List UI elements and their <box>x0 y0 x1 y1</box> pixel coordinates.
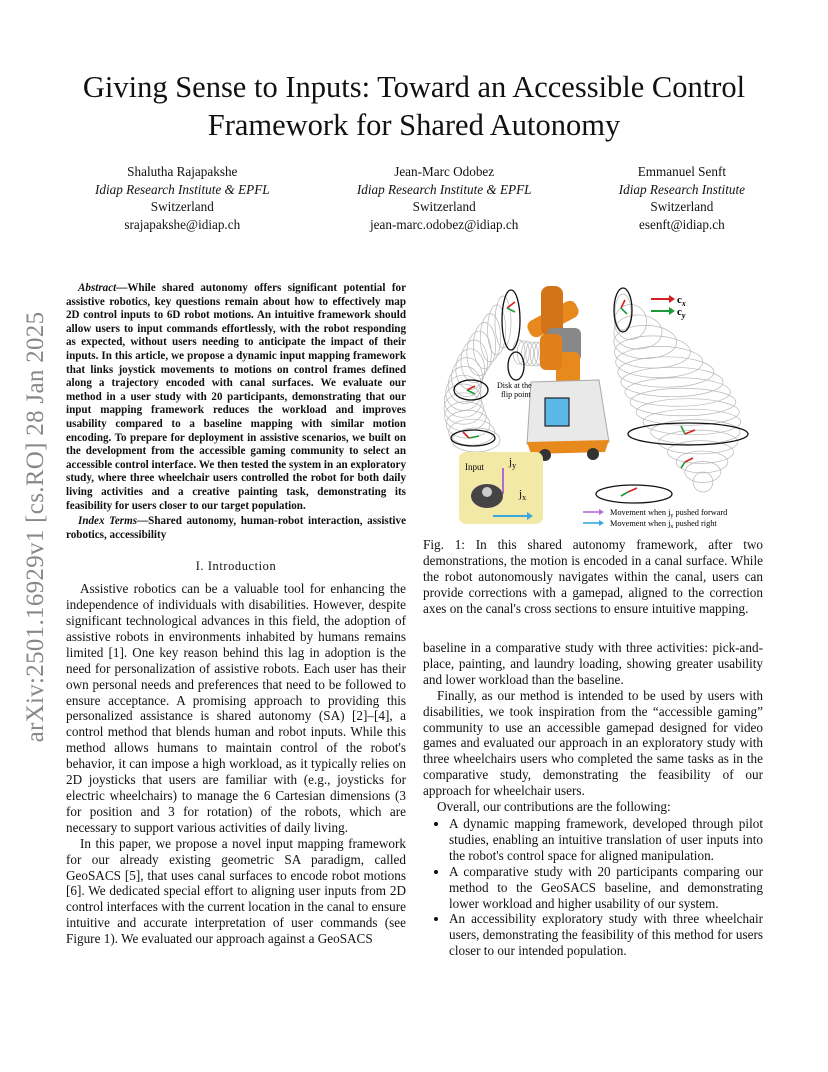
axis-cx <box>685 458 693 462</box>
right-column <box>423 640 763 959</box>
gamepad-stick <box>482 487 492 497</box>
arxiv-identifier <box>20 292 52 762</box>
axis-cy <box>621 492 628 496</box>
author-country: Switzerland <box>412 199 476 214</box>
author-name: Shalutha Rajapakshe <box>127 164 238 179</box>
cross-section-disk <box>454 380 488 400</box>
canal-ring <box>444 384 481 417</box>
author-email: jean-marc.odobez@idiap.ch <box>369 216 519 232</box>
axis-cy <box>681 426 685 434</box>
right-paragraph-2: Finally, as our method is intended to be used by users with disabilities, we took inspiration from the “accessible gaming” community to use an accessible gamepad designed for video games and evaluated our approach in an exploratory study with three wheelchairs users who completed the same tasks as in the comparative study, demonstrating the feasibility of our approach for wheelchair users. <box>423 687 763 799</box>
abstract-label: Abstract <box>78 282 117 294</box>
author-email: esenft@idiap.ch <box>638 216 725 232</box>
robot-link <box>540 334 562 370</box>
cross-section-disk <box>508 352 524 380</box>
intro-paragraph-1: Assistive robotics can be a valuable tool for enhancing the independence of individuals with disabilities. However, despite significant technological advances in this field, the adoption of assistive robots in environments inhabited by humans remains limited [1]. One key reason behind this lag in adoption is the need for personalization of assistive robots. Each user has their own personal needs and preferences that need to be followed to ensure acceptance. A promising approach to providing this personalized assistance is shared autonomy (SA) [2]–[4], a control method that blends human and robot inputs. While this method allows humans to maintain control of the robot's behavior, it can impose a high workload, as it typically relies on 2D joysticks that users are familiar with (e.g., joysticks for electric wheelchairs) to manage the 6 Cartesian dimensions (3 for position and 3 for rotation) of the robots, which are necessary to support various activities of daily living. <box>66 581 406 835</box>
cy-arrowhead <box>669 307 675 315</box>
axis-cy <box>469 436 479 438</box>
author-2 <box>357 163 532 233</box>
abstract-text: —While shared autonomy offers significant potential for assistive robotics, key questions remain about how to effectively map 2D control inputs to 6D robot motions. An intuitive framework should allow users to input commands effortlessly, with the robot responding as expected, without users needing to anticipate the impact of their inputs. In this article, we propose a dynamic input mapping framework that links joystick movements to motions on control frames defined along a trajectory encoded with canal surfaces. We evaluate our method in a user study with 20 participants, demonstrating that our input mapping framework reduces the workload and improves usability compared to a baseline mapping with similar motion encoding. To prepare for deployment in assistive scenarios, we built on the development from the accessible gaming community to select an accessible control interface. We then tested the system in an exploratory study, where three wheelchair users controlled the robot for both daily living activities and a creative painting task, demonstrating its feasibility for users closer to our target population. <box>66 282 406 512</box>
paper-title: Giving Sense to Inputs: Toward an Accessible Control Framework for Shared Autonomy <box>82 70 746 142</box>
author-name: Jean-Marc Odobez <box>394 164 495 179</box>
disk-label-line-1: Disk at the <box>497 381 532 390</box>
canal-ring <box>625 378 730 406</box>
cross-section-disk <box>596 485 672 503</box>
canal-ring <box>618 357 714 387</box>
robot-wheel <box>587 448 599 460</box>
author-name: Emmanuel Senft <box>637 164 726 179</box>
index-terms-text: —Shared autonomy, human-robot interaction, assistive robotics, accessibility <box>66 515 406 541</box>
author-affiliation: Idiap Research Institute & EPFL <box>356 181 532 197</box>
legend-forward-text: Movement when $j_y$ pushed forward <box>610 508 728 519</box>
abstract <box>66 282 406 513</box>
canal-ring <box>621 367 723 396</box>
contribution-item: • A dynamic mapping framework, developed through pilot studies, enabling an intuitive translation of user inputs into the robot's control space for aligned manipulation. <box>449 816 763 864</box>
author-affiliation: Idiap Research Institute <box>618 181 745 197</box>
figure-1-illustration <box>423 282 763 532</box>
figure-1 <box>423 282 763 532</box>
axis-cy <box>681 462 685 468</box>
right-paragraph-1: baseline in a comparative study with three activities: pick-and-place, painting, and laundry loading, showing greater usability and lower workload than the baseline. <box>423 640 763 687</box>
canal-ring <box>480 314 500 362</box>
author-1 <box>95 163 270 233</box>
robot-base <box>527 380 609 461</box>
frame-legend <box>651 294 686 320</box>
disk-label-line-2: flip point <box>501 390 531 399</box>
axis-cy <box>621 308 627 314</box>
movement-legend <box>583 508 728 530</box>
legend-blue-arrowhead <box>599 520 604 526</box>
intro-paragraph-2: In this paper, we propose a novel input mapping framework for our already existing geometric SA paradigm, called GeoSACS [5], that uses canal surfaces to encode robot motions [6]. We dedicated special effort to aligning user inputs from 2D control interfaces with the current location in the canal to ensure intuitive and accurate interpretation of user commands (see Figure 1). We evaluated our approach against a GeoSACS <box>66 835 406 947</box>
axis-cy <box>507 308 515 312</box>
contribution-item: • A comparative study with 20 participants comparing our method to the GeoSACS baseline, and demonstrating lower workload and higher usability of our system. <box>449 864 763 912</box>
axis-cx <box>463 432 469 438</box>
legend-purple-arrowhead <box>599 509 604 515</box>
legend-right-text: Movement when $j_x$ pushed right <box>610 519 717 530</box>
cy-label: $c_y$ <box>677 306 686 320</box>
section-heading-introduction: I. Introduction <box>195 559 277 574</box>
input-panel <box>459 452 543 524</box>
index-terms-label: Index Terms <box>78 515 138 528</box>
author-affiliation: Idiap Research Institute & EPFL <box>95 181 270 197</box>
author-block <box>95 163 745 233</box>
cx-label: $c_x$ <box>677 294 686 308</box>
contributions-list <box>423 816 763 959</box>
author-3 <box>619 163 745 233</box>
author-country: Switzerland <box>150 199 214 214</box>
input-label: Input <box>465 462 484 472</box>
arxiv-id-text: arXiv:2501.16929v1 [cs.RO] 28 Jan 2025 <box>22 311 49 743</box>
left-column <box>66 282 406 947</box>
right-paragraph-3: Overall, our contributions are the following: <box>437 799 671 815</box>
contribution-item: • An accessibility exploratory study with three wheelchair users, demonstrating the feasibility of this method for users closer to our intended population. <box>449 911 763 959</box>
axis-cx <box>628 488 637 492</box>
index-terms <box>66 515 406 542</box>
joystick-x-label: $j_x$ <box>519 488 527 502</box>
robot-screen <box>545 398 569 426</box>
cx-arrowhead <box>669 295 675 303</box>
author-email: srajapakshe@idiap.ch <box>124 216 241 232</box>
author-country: Switzerland <box>650 199 714 214</box>
joystick-y-label: $j_y$ <box>509 456 517 470</box>
figure-1-caption: Fig. 1: In this shared autonomy framework, after two demonstrations, the motion is encoded in a canal surface. While the robot autonomously navigates within the canal, users can provide corrections with a gamepad, aligned to the correction axes on the canal's cross sections to ensure intuitive mapping. <box>423 537 763 616</box>
